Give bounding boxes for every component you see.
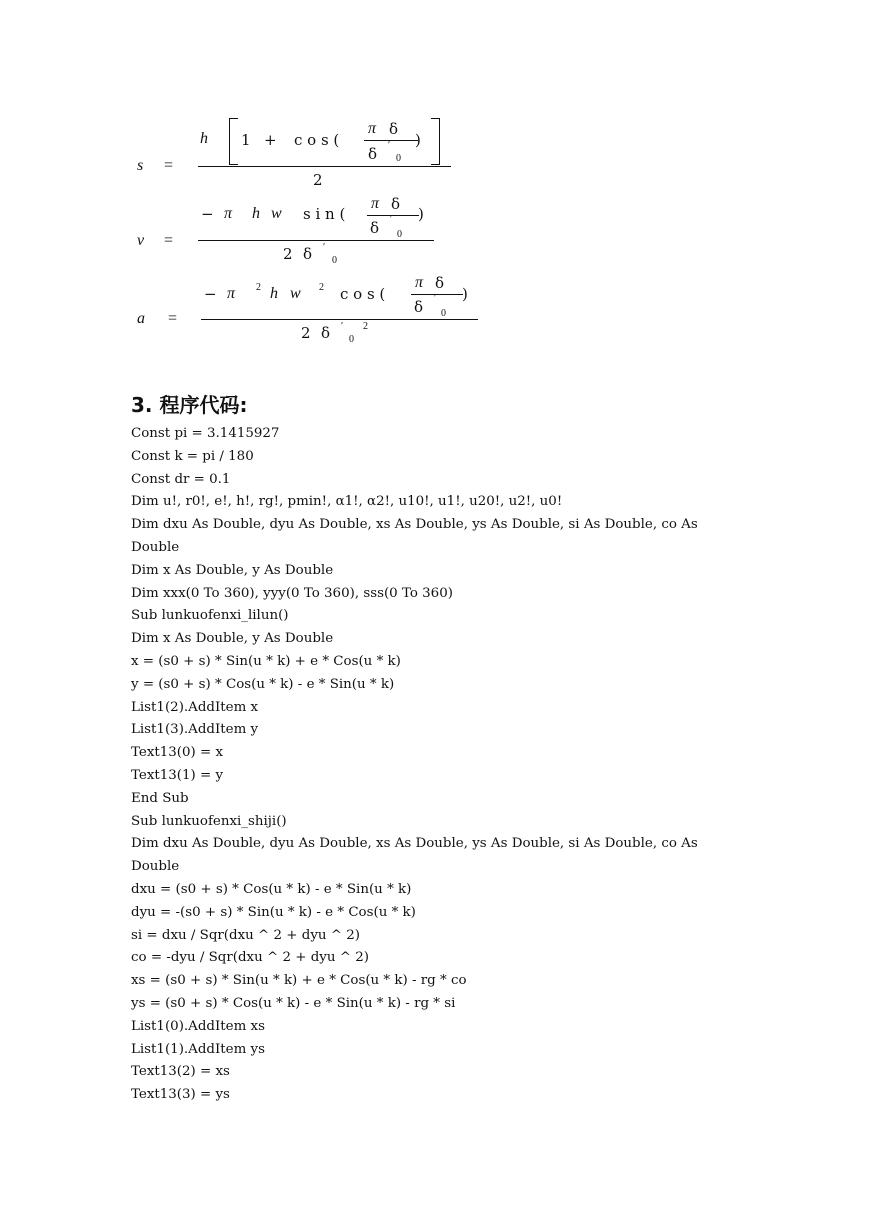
formula-s-fraction-bar [198,166,451,167]
formula-s-plus: + [264,131,277,149]
formula-a-zero: 0 [441,308,446,319]
formula-v-den-prime: ′ [323,242,326,253]
formula-v-frac-delta: δ [391,195,401,213]
code-line: List1(0).AddItem xs [131,1018,265,1034]
formula-a-den-sup2: 2 [363,321,368,332]
code-line: Text13(1) = y [131,767,224,783]
code-line: y = (s0 + s) * Cos(u * k) - e * Sin(u * k) [131,676,395,692]
formula-a-den-two: 2 [301,324,311,342]
code-line: Dim u!, r0!, e!, h!, rg!, pmin!, α1!, α2!, u10!, u1!, u20!, u2!, u0! [131,494,563,510]
formula-a-close-paren: ) [462,285,468,303]
formula-s-zero: 0 [396,153,401,164]
formula-a-w: w [290,285,301,302]
formula-s-equals: = [164,157,174,174]
formula-a-den-delta: δ [321,324,331,342]
code-line: Sub lunkuofenxi_shiji() [131,813,287,829]
formula-v-equals: = [164,232,174,249]
formula-a-sup2: 2 [256,282,261,293]
code-line: List1(2).AddItem x [131,699,259,715]
formula-v-pi: π [224,205,233,222]
formula-v-close-paren: ) [418,205,424,223]
code-line: dyu = -(s0 + s) * Sin(u * k) - e * Cos(u * k) [131,904,416,920]
formula-v-den-zero: 0 [332,255,337,266]
formula-s-close-paren: ) [415,131,421,149]
formula-a-cos: c o s ( [340,285,386,303]
formula-s-inner-fraction-bar [364,140,418,141]
formula-a-sup2b: 2 [319,282,324,293]
formula-a-inner-fraction-bar [411,294,463,295]
formula-v-den-delta: δ [303,245,313,263]
formula-a-fraction-bar [201,319,478,320]
formula-s-lhs: s [137,157,144,174]
formula-v-zero: 0 [397,229,402,240]
formula-v-frac-pi: π [371,195,380,212]
formula-a-den-prime: ′ [341,321,344,332]
code-line: Text13(3) = ys [131,1087,230,1103]
code-listing [131,423,698,1107]
formula-v-sin: s i n ( [303,205,346,223]
formula-v-fraction-bar [198,240,434,241]
formula-a-frac-pi: π [415,274,424,291]
code-line: Text13(2) = xs [131,1064,230,1080]
left-bracket [229,118,238,165]
formula-s-delta: δ [389,120,399,138]
formula-a-equals: = [168,310,178,327]
formula-s-h: h [200,130,208,147]
formula-a-minus: − [204,285,217,303]
formula-v-den-two: 2 [283,245,293,263]
formula-s-prime: ′ [388,140,391,151]
section-heading: 3. 程序代码: [131,393,248,417]
code-line: Double [131,859,180,875]
code-line: Sub lunkuofenxi_lilun() [131,608,289,624]
formula-a-frac-delta: δ [435,274,445,292]
code-line: co = -dyu / Sqr(dxu ^ 2 + dyu ^ 2) [131,950,369,966]
code-line: x = (s0 + s) * Sin(u * k) + e * Cos(u * k) [131,653,401,669]
code-line: Const dr = 0.1 [131,471,231,487]
formula-a-pi: π [227,285,236,302]
formula-s-den-delta: δ [368,145,378,163]
right-bracket [431,118,440,165]
code-line: Dim x As Double, y As Double [131,562,334,578]
formula-v-frac-den-delta: δ [370,219,380,237]
code-line: Dim dxu As Double, dyu As Double, xs As Double, ys As Double, si As Double, co As [131,836,698,852]
code-line: List1(3).AddItem y [131,722,259,738]
code-line: ys = (s0 + s) * Cos(u * k) - e * Sin(u * k) - rg * si [131,995,456,1011]
formula-a-prime: ′ [434,293,437,304]
formula-v-prime: ′ [390,214,393,225]
code-line: Dim dxu As Double, dyu As Double, xs As Double, ys As Double, si As Double, co As [131,517,698,533]
formula-v-lhs: v [137,232,145,249]
formula-v-w: w [271,205,282,222]
formula-s-pi: π [368,120,377,137]
code-line: Const pi = 3.1415927 [131,426,280,441]
code-line: List1(1).AddItem ys [131,1041,265,1057]
code-line: xs = (s0 + s) * Sin(u * k) + e * Cos(u * k) - rg * co [131,973,467,989]
code-line: End Sub [131,790,189,806]
code-line: Double [131,539,180,555]
code-line: Const k = pi / 180 [131,448,254,464]
code-line: Dim xxx(0 To 360), yyy(0 To 360), sss(0 To 360) [131,585,453,601]
formula-s-denominator: 2 [313,171,323,189]
formula-a-den-zero: 0 [349,334,354,345]
formula-a-h: h [270,285,278,302]
formula-a-lhs: a [137,310,145,327]
code-line: si = dxu / Sqr(dxu ^ 2 + dyu ^ 2) [131,927,361,943]
formula-a-frac-den-delta: δ [414,298,424,316]
code-line: Dim x As Double, y As Double [131,631,334,647]
formula-s-one: 1 [241,131,251,149]
formula-v-minus: − [201,205,214,223]
code-line: dxu = (s0 + s) * Cos(u * k) - e * Sin(u * k) [131,881,412,897]
formula-s-cos: c o s ( [294,131,340,149]
formula-v-inner-fraction-bar [367,215,419,216]
code-line: Text13(0) = x [131,745,224,761]
formula-v-h: h [252,205,260,222]
